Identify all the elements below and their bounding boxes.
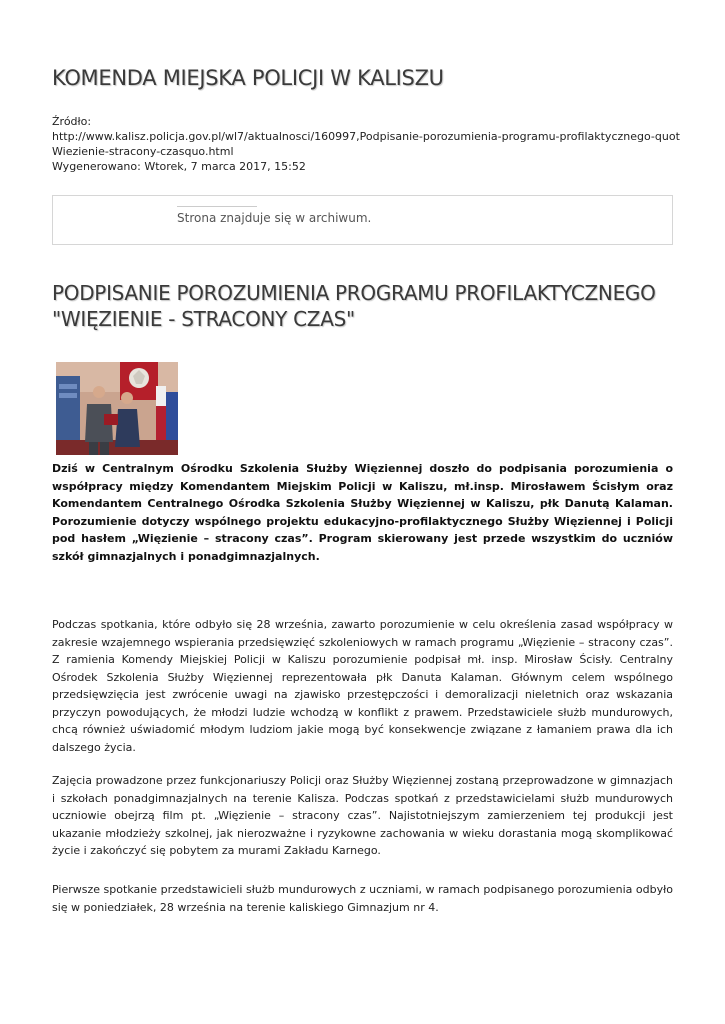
source-url[interactable]: http://www.kalisz.policja.gov.pl/wl7/aktualnosci/160997,Podpisanie-porozumienia-programu-profilaktycznego-quotWiezienie-stracony-czasquo.html: [52, 130, 680, 158]
article-paragraph: Zajęcia prowadzone przez funkcjonariuszy Policji oraz Służby Więziennej zostaną przeprowadzone w gimnazjach i szkołach ponadgimnazjalnych na terenie Kalisza. Podczas spotkań z przedstawicielami służb mundurowych uczniowie obejrzą film pt. „Więzienie – stracony czas”. Najistotniejszym zamierzeniem tej produkcji jest ukazanie młodzieży szkolnej, jak nierozważne i ryzykowne zachowania w wieku dorastania mogą skomplikować życie i zakończyć się pobytem za murami Zakładu Karnego.: [52, 774, 673, 857]
generated-date: Wygenerowano: Wtorek, 7 marca 2017, 15:52: [52, 160, 306, 173]
archive-notice-box: [52, 195, 673, 245]
article-paragraph: Pierwsze spotkanie przedstawicieli służb mundurowych z uczniami, w ramach podpisanego porozumienia odbyło się w poniedziałek, 28 września na terenie kaliskiego Gimnazjum nr 4.: [52, 883, 673, 914]
article-photo[interactable]: [56, 362, 178, 455]
article-paragraph: Podczas spotkania, które odbyło się 28 września, zawarto porozumienie w celu określenia zasad współpracy w zakresie wzajemnego wspierania przedsięwzięć szkoleniowych w ramach programu „Więzienie – stracony czas”. Z ramienia Komendy Miejskiej Policji w Kaliszu porozumienie podpisał mł. insp. Mirosław Ścisły. Centralny Ośrodek Szkolenia Służby Więziennej reprezentowała płk Danuta Kalaman. Głównym celem wspólnego przedsięwzięcia jest zwrócenie uwagi na zjawisko przestępczości i demoralizacji nieletnich oraz wskazania przyczyn powodujących, że młodzi ludzie wchodzą w konflikt z prawem. Przedstawiciele służb mundurowych, chcą również uświadomić młodym ludziom jakie mogą być konsekwencje związane z łamaniem prawa dla ich dalszego życia.: [52, 618, 673, 754]
source-label: Źródło:: [52, 115, 92, 128]
photo-illustration: [56, 362, 178, 455]
site-title: KOMENDA MIEJSKA POLICJI W KALISZU: [52, 66, 444, 90]
archive-divider: [177, 206, 257, 207]
archive-notice: Strona znajduje się w archiwum.: [177, 211, 372, 225]
source-meta: [52, 114, 682, 174]
article-lead: Dziś w Centralnym Ośrodku Szkolenia Służby Więziennej doszło do podpisania porozumienia o współpracy między Komendantem Miejskim Policji w Kaliszu, mł.insp. Mirosławem Ścisłym oraz Komendantem Centralnego Ośrodka Szkolenia Służby Więziennej w Kaliszu, płk Danutą Kalaman. Porozumienie dotyczy wspólnego projektu edukacyjno-profilaktycznego Służby Więziennej i Policji pod hasłem „Więzienie – stracony czas”. Program skierowany jest przede wszystkim do uczniów szkół gimnazjalnych i ponadgimnazjalnych.: [52, 462, 673, 563]
article-title: PODPISANIE POROZUMIENIA PROGRAMU PROFILAKTYCZNEGO "WIĘZIENIE - STRACONY CZAS": [52, 281, 656, 331]
